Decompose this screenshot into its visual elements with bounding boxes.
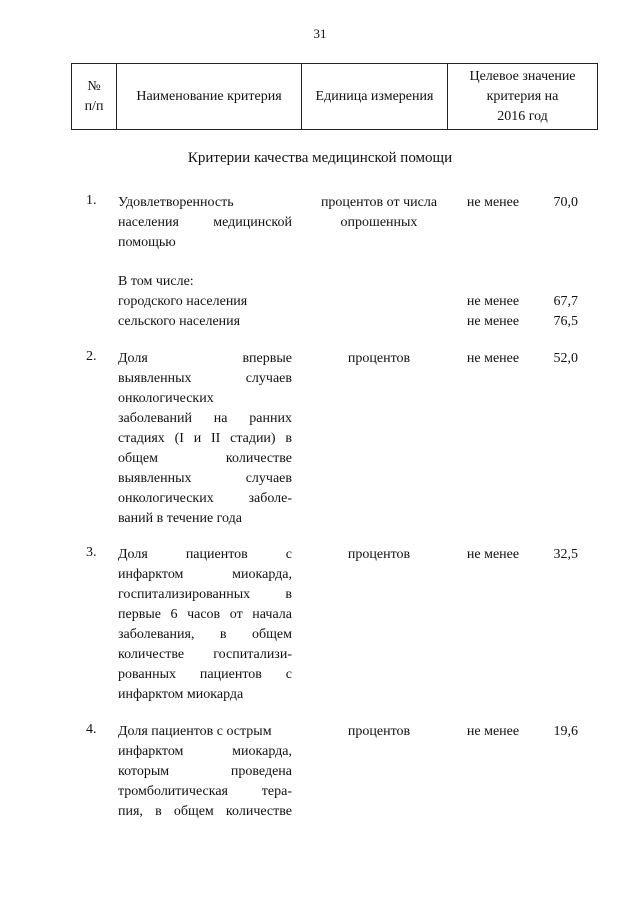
name-line: тромболитическая тера- [118, 784, 292, 799]
name-line: выявленных случаев [118, 371, 292, 386]
row-number: 4. [86, 722, 97, 737]
name-line: Доля пациентов с [118, 547, 292, 562]
name-line: онкологических [118, 391, 214, 406]
unit-line: процентов от числа [320, 195, 438, 210]
row-value: 32,5 [553, 547, 578, 562]
header-number-abbr: п/п [84, 98, 104, 114]
header-target-line-2: критерия на [486, 88, 559, 104]
row-value: 19,6 [553, 724, 578, 739]
name-line: стадиях (I и II стадии) в [118, 431, 292, 446]
name-line: выявленных случаев [118, 471, 292, 486]
row-criterion-name [118, 722, 292, 822]
header-criterion-name: Наименование критерия [117, 64, 302, 129]
row-unit [310, 349, 448, 369]
row-condition: не менее [466, 547, 520, 562]
name-line: ваний в течение года [118, 511, 242, 526]
name-line: помощью [118, 235, 176, 250]
header-target-value [448, 64, 597, 129]
name-line: инфарктом миокарда, [118, 744, 292, 759]
unit-line: опрошенных [340, 215, 418, 230]
subrow-intro-text: В том числе: [118, 274, 194, 289]
name-line: Удовлетворенность [118, 195, 234, 210]
row-number: 3. [86, 545, 97, 560]
header-target-line-1: Целевое значение [469, 68, 576, 84]
name-line: количестве госпитализи- [118, 647, 292, 662]
header-target-line-3: 2016 год [497, 108, 548, 124]
name-line: населения медицинской [118, 215, 292, 230]
name-line: Доля пациентов с острым [118, 724, 272, 739]
name-line: заболеваний на ранних [118, 411, 292, 426]
row-unit [310, 193, 448, 233]
name-line: Доля впервые [118, 351, 292, 366]
subrow-label: городского населения [118, 294, 248, 309]
header-unit: Единица измерения [302, 64, 448, 129]
name-line: онкологических заболе- [118, 491, 292, 506]
row-value: 70,0 [553, 195, 578, 210]
row-condition: не менее [466, 195, 520, 210]
section-title: Критерии качества медицинской помощи [187, 150, 453, 166]
subrow-condition: не менее [466, 294, 520, 309]
row-unit [310, 722, 448, 742]
name-line: рованных пациентов с [118, 667, 292, 682]
unit-line: процентов [347, 351, 411, 366]
name-line: заболевания, в общем [118, 627, 292, 642]
row-condition: не менее [466, 351, 520, 366]
name-line: которым проведена [118, 764, 292, 779]
header-number-sign: № [87, 78, 101, 94]
row-condition: не менее [466, 724, 520, 739]
name-line: инфарктом миокарда, [118, 567, 292, 582]
row-unit [310, 545, 448, 565]
name-line: госпитализированных в [118, 587, 292, 602]
name-line: первые 6 часов от начала [118, 607, 292, 622]
unit-line: процентов [347, 547, 411, 562]
name-line: пия, в общем количестве [118, 804, 292, 819]
row-criterion-name [118, 349, 292, 529]
row-criterion-name [118, 193, 292, 253]
subrow-label: сельского населения [118, 314, 241, 329]
page-number: 31 [313, 26, 327, 41]
row-number: 2. [86, 349, 97, 364]
subrow-condition: не менее [466, 314, 520, 329]
table-header [71, 63, 598, 130]
row-number: 1. [86, 193, 97, 208]
subrow-value: 67,7 [553, 294, 578, 309]
name-line: инфарктом миокарда [118, 687, 244, 702]
unit-line: процентов [347, 724, 411, 739]
row-criterion-name [118, 545, 292, 705]
row-value: 52,0 [553, 351, 578, 366]
name-line: общем количестве [118, 451, 292, 466]
header-number-cell [72, 64, 117, 129]
subrow-value: 76,5 [553, 314, 578, 329]
